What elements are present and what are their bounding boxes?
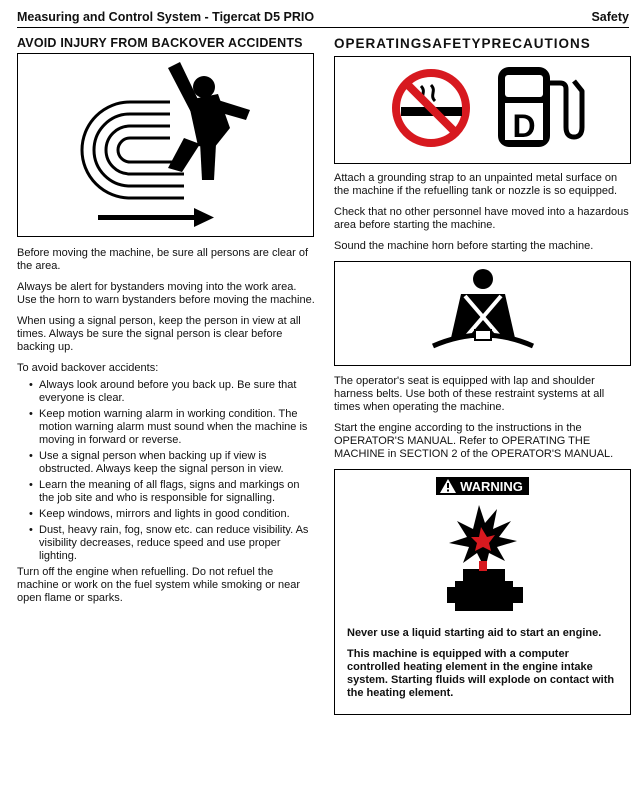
backover-heading: AVOID INJURY FROM BACKOVER ACCIDENTS: [17, 36, 303, 50]
section-label: Safety: [591, 10, 629, 24]
warning-triangle-icon: [440, 479, 456, 493]
no-smoking-fuel-illustration: [334, 56, 631, 164]
paragraph: Always be alert for bystanders moving into the work area. Use the horn to warn bystanders before moving the machine.: [17, 281, 315, 306]
paragraph: The operator's seat is equipped with lap and shoulder harness belts. Use both of these restraint systems at all times when operating the machine.: [334, 375, 605, 413]
seatbelt-icon: [335, 262, 630, 365]
fuel-type-letter: D: [512, 108, 536, 144]
paragraph: Attach a grounding strap to an unpainted metal surface on the machine if the refuelling tank or nozzle is so equipped.: [334, 172, 618, 197]
paragraph: Sound the machine horn before starting the machine.: [334, 240, 594, 252]
backover-bullet-list: [29, 379, 317, 563]
left-column: [17, 36, 317, 613]
warning-box: [334, 469, 631, 715]
list-item: • Dust, heavy rain, fog, snow etc. can reduce visibility. As visibility decreases, reduce speed and use proper lighting.: [29, 524, 317, 563]
diesel-fuel-pump-icon: [498, 67, 582, 147]
right-column: [334, 36, 632, 715]
list-item: • Keep windows, mirrors and lights in good condition.: [29, 508, 317, 521]
seatbelt-illustration: [334, 261, 631, 366]
person-hit-by-machine-icon: [18, 54, 313, 236]
page-header: [17, 8, 629, 28]
warning-label-text: WARNING: [460, 478, 523, 494]
no-smoking-icon: [396, 73, 466, 143]
engine-explosion-icon: [433, 503, 533, 617]
list-item: • Always look around before you back up. Be sure that everyone is clear.: [29, 379, 317, 405]
list-item: • Use a signal person when backing up if view is obstructed. Always keep the signal person in view.: [29, 450, 317, 476]
paragraph: To avoid backover accidents:: [17, 362, 159, 374]
paragraph: Before moving the machine, be sure all persons are clear of the area.: [17, 247, 309, 272]
warning-label: [436, 477, 529, 495]
document-title: Measuring and Control System - Tigercat D5 PRIO: [17, 10, 315, 24]
paragraph: Turn off the engine when refuelling. Do not refuel the machine or work on the fuel system while smoking or near open flame or sparks.: [17, 566, 301, 604]
paragraph: Start the engine according to the instructions in the OPERATOR'S MANUAL. Refer to OPERATING THE MACHINE in SECTION 2 of the OPERATOR'S MANUAL.: [334, 422, 614, 460]
backover-illustration: [17, 53, 314, 237]
paragraph: When using a signal person, keep the person in view at all times. Always be sure the signal person is clear before backing up.: [17, 315, 301, 353]
warning-text: Never use a liquid starting aid to start an engine.: [347, 627, 602, 639]
engine-explosion-illustration: [335, 503, 630, 617]
paragraph: Check that no other personnel have moved into a hazardous area before starting the machine.: [334, 206, 629, 231]
warning-text: This machine is equipped with a computer controlled heating element in the engine intake system. Starting fluids will explode on contact with the heating element.: [347, 648, 615, 699]
list-item: • Learn the meaning of all flags, signs and markings on the job site and who is responsible for signalling.: [29, 479, 317, 505]
list-item: • Keep motion warning alarm in working condition. The motion warning alarm must sound when the machine is moving in forward or reverse.: [29, 408, 317, 447]
operating-precautions-heading: OPERATINGSAFETYPRECAUTIONS: [334, 36, 591, 51]
